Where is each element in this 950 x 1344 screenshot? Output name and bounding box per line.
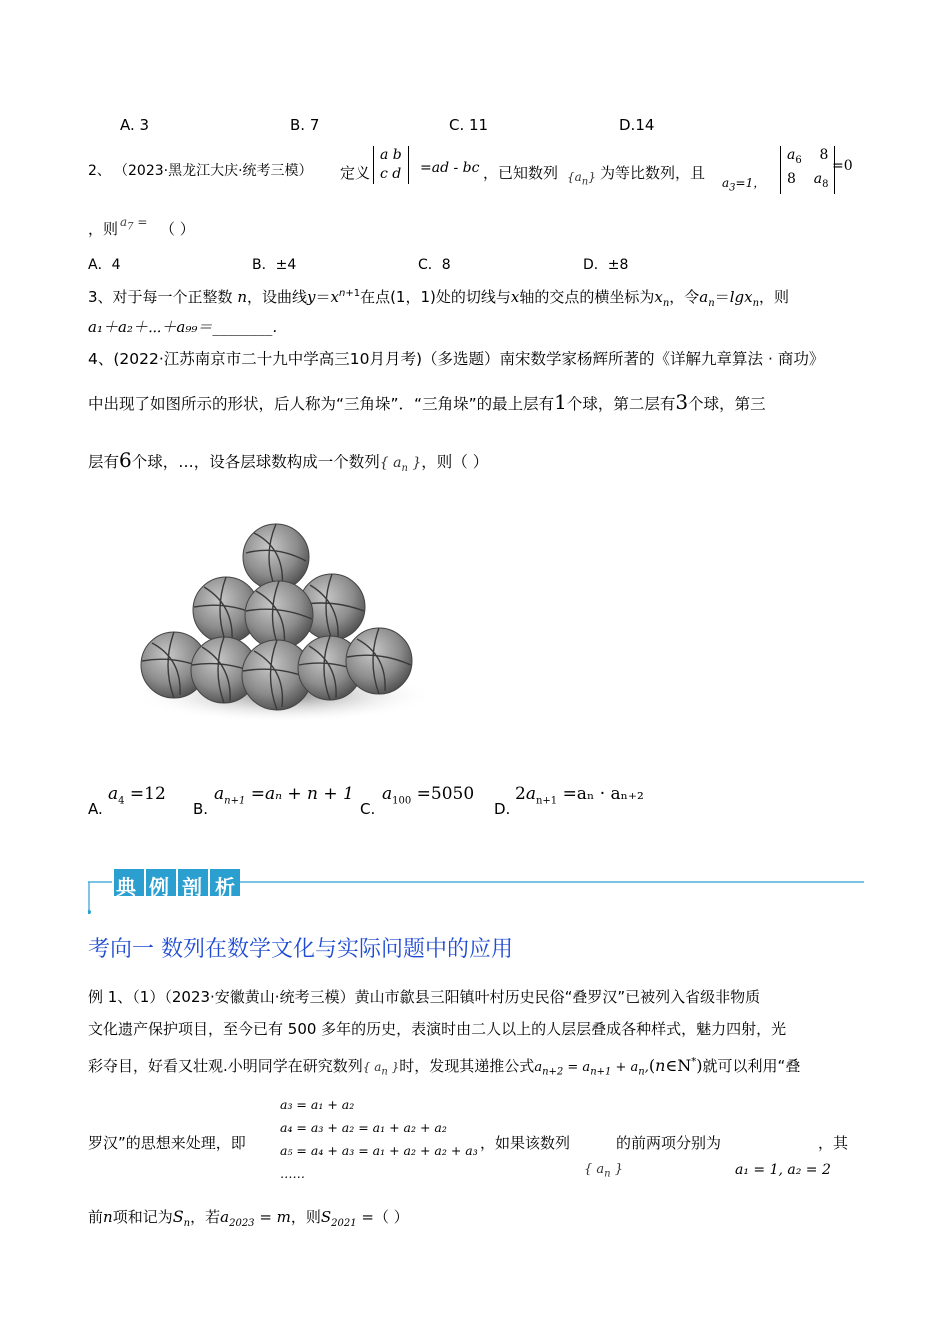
ex1-eq-4: …… (280, 1166, 305, 1181)
q3-line1: 3、对于每一个正整数 n，设曲线$y=x^{n+1}$在点(1，1)处的切线与x轴的交点的横坐标为$x_n$，令$a_n=\lg x_n$，则 (88, 288, 790, 309)
q2-define: 定义 (340, 164, 371, 182)
q1-option-b: B. 7 (290, 116, 320, 134)
q1-option-d: D.14 (619, 116, 655, 134)
q4-option-d-expr: $2a_{n+1} =a_n \cdot a_{n+2}$ (515, 784, 644, 807)
q4-option-c-expr: $a_{100} =5050$ (382, 784, 475, 807)
q2-a3-cond: $a_3=1$， (722, 176, 766, 194)
det-row-1: a b (380, 147, 402, 163)
section-title: 考向一 数列在数学文化与实际问题中的应用 (88, 937, 513, 962)
ex1-line1: 例 1、（1）（2023·安徽黄山·统考三模）黄山市歙县三阳镇叶村历史民俗“叠罗汉”已被列入省级非物质 (88, 988, 761, 1006)
ex1-eq-1: a₃ = a₁ + a₂ (280, 1097, 355, 1112)
q2-mid: ，已知数列 (483, 164, 559, 182)
ex1-line4-d: ，其 (818, 1134, 849, 1152)
det2-row-1: $a_6$ 8 (787, 147, 829, 166)
q4-line2: 中出现了如图所示的形状，后人称为“三角垛”．“三角垛”的最上层有1个球，第二层有3个球，第三 (88, 390, 766, 414)
ex1-seq-an: { $a_n$ } (584, 1162, 624, 1180)
q2-option-c: C．8 (418, 257, 451, 273)
q2-source: （2023·黑龙江大庆·统考三模） (114, 163, 313, 179)
q4-option-b-label: B. (193, 800, 209, 818)
q2-a7: $a_7$ = (120, 215, 148, 233)
q4-option-c-label: C. (360, 800, 376, 818)
q2-determinant (373, 146, 409, 184)
q3-line2: a₁＋a₂＋⋯＋a₉₉＝________. (88, 318, 278, 336)
q2-option-b: B．±4 (252, 257, 297, 273)
ex1-eq-2: a₄ = a₃ + a₂ = a₁ + a₂ + a₂ (280, 1120, 447, 1135)
q4-line1: 4、(2022·江苏南京市二十九中学高三10月月考)（多选题）南宋数学家杨辉所著的《详解九章算法 · 商功》 (88, 350, 825, 368)
ex1-line4-a: 罗汉”的思想来处理，即 (88, 1134, 246, 1152)
ex1-line3: 彩夺目，好看又壮观.小明同学在研究数列{ $a_n$ }时，发现其递推公式$a_{n+2} = a_{n+1}$ + $a_n,(n\in N^*)$就可以利用“叠 (88, 1056, 801, 1078)
q2-geo-text: 为等比数列，且 (600, 164, 706, 182)
q4-option-a-label: A. (88, 800, 103, 818)
ex1-line2: 文化遗产保护项目，至今已有 500 多年的历史，表演时由二人以上的人层层叠成各种样式，魅力四射，光 (88, 1020, 787, 1038)
ex1-line5: 前n项和记为$S_n$，若$a_{2023} = m$，则$S_{2021}$ =（ ） (88, 1207, 409, 1230)
q2-then: ，则 (88, 220, 119, 238)
q4-option-b-expr: $a_{n+1} =a_n + n + 1$ (214, 784, 354, 807)
ex1-line4-c: 的前两项分别为 (616, 1134, 722, 1152)
q2-det2-result: =0 (832, 158, 853, 174)
ex1-initial-terms: a₁ = 1, a₂ = 2 (735, 1162, 831, 1178)
q2-option-d: D．±8 (583, 257, 629, 273)
det2-row-2: 8 $a_8$ (787, 170, 829, 190)
q2-determinant-2 (780, 146, 835, 194)
ex1-eq-3: a₅ = a₄ + a₃ = a₁ + a₂ + a₂ + a₃ (280, 1143, 478, 1158)
basketball-top (243, 524, 309, 590)
q2-option-a: A．4 (88, 257, 121, 273)
q2-paren: （ ） (160, 220, 195, 238)
q4-option-d-label: D. (494, 800, 511, 818)
ex1-line4-b: ，如果该数列 (480, 1134, 571, 1152)
q1-option-a: A. 3 (120, 116, 150, 134)
q2-det-result: =ad - bc (420, 160, 480, 176)
basketball-pyramid-image (134, 515, 424, 725)
q4-option-a-expr: $a_4 =12$ (108, 784, 166, 807)
basketball-middle-center (245, 581, 313, 649)
q1-option-c: C. 11 (449, 116, 489, 134)
q2-seq-an: $\{a_n\}$ (567, 170, 596, 188)
basketball-bottom-5 (346, 628, 412, 694)
q4-line3: 层有6个球，…，设各层球数构成一个数列{ $a_n$ }，则（ ） (88, 448, 489, 474)
q2-number: 2、 (88, 163, 111, 179)
section-banner-text: 典例剖析 (116, 875, 248, 899)
det-row-2: c d (380, 166, 402, 182)
ex1-recursion-block (280, 1093, 478, 1185)
